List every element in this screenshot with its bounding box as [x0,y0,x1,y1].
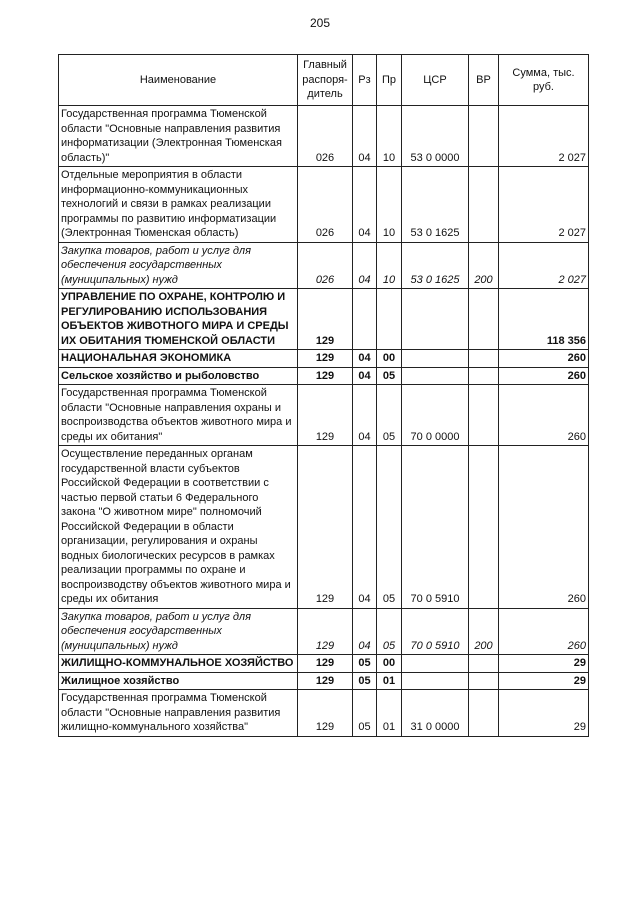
row-vr [469,167,499,243]
row-glavny: 129 [298,350,353,368]
table-row [59,350,589,368]
row-rz: 05 [353,655,377,673]
row-rz: 04 [353,385,377,446]
row-pr: 10 [377,106,402,167]
row-csr: 53 0 1625 [402,167,469,243]
row-pr: 10 [377,167,402,243]
row-name: Государственная программа Тюменской области "Основные направления развития жилищно-коммунального хозяйства" [59,690,298,737]
table-row [59,289,589,350]
row-rz: 04 [353,106,377,167]
row-pr: 01 [377,672,402,690]
table-row [59,242,589,289]
row-csr: 53 0 0000 [402,106,469,167]
row-vr [469,672,499,690]
row-sum: 29 [499,672,589,690]
table-row [59,385,589,446]
row-sum: 260 [499,350,589,368]
row-rz: 05 [353,672,377,690]
row-csr [402,655,469,673]
table-row [59,167,589,243]
row-csr [402,350,469,368]
header-rz: Рз [353,55,377,106]
row-vr [469,289,499,350]
row-pr: 05 [377,446,402,609]
row-vr [469,446,499,609]
row-vr [469,655,499,673]
row-glavny: 129 [298,655,353,673]
row-glavny: 026 [298,167,353,243]
row-sum: 2 027 [499,106,589,167]
row-vr [469,367,499,385]
row-glavny: 129 [298,289,353,350]
row-glavny: 026 [298,242,353,289]
row-rz: 04 [353,608,377,655]
table-row [59,446,589,609]
row-vr [469,350,499,368]
row-glavny: 129 [298,446,353,609]
row-name: Отдельные мероприятия в области информационно-коммуникационных технологий и связи в рамках реализации программы по развитию информатизации (Электронная Тюменская область) [59,167,298,243]
row-csr: 70 0 5910 [402,608,469,655]
row-sum: 29 [499,690,589,737]
row-csr: 70 0 5910 [402,446,469,609]
row-glavny: 129 [298,672,353,690]
row-csr: 70 0 0000 [402,385,469,446]
row-pr: 05 [377,367,402,385]
row-glavny: 129 [298,608,353,655]
row-pr: 00 [377,350,402,368]
row-name: Сельское хозяйство и рыболовство [59,367,298,385]
row-name: Закупка товаров, работ и услуг для обеспечения государственных (муниципальных) нужд [59,608,298,655]
row-csr: 31 0 0000 [402,690,469,737]
row-pr: 05 [377,608,402,655]
header-csr: ЦСР [402,55,469,106]
row-csr: 53 0 1625 [402,242,469,289]
row-name: НАЦИОНАЛЬНАЯ ЭКОНОМИКА [59,350,298,368]
row-rz: 04 [353,242,377,289]
row-name: УПРАВЛЕНИЕ ПО ОХРАНЕ, КОНТРОЛЮ И РЕГУЛИРОВАНИЮ ИСПОЛЬЗОВАНИЯ ОБЪЕКТОВ ЖИВОТНОГО МИРА И СРЕДЫ ИХ ОБИТАНИЯ ТЮМЕНСКОЙ ОБЛАСТИ [59,289,298,350]
row-sum: 2 027 [499,167,589,243]
row-rz: 04 [353,446,377,609]
table-row [59,690,589,737]
row-name: Государственная программа Тюменской области "Основные направления развития информатизации (Электронная Тюменская область)" [59,106,298,167]
row-pr: 00 [377,655,402,673]
row-vr: 200 [469,242,499,289]
row-csr [402,672,469,690]
row-vr [469,385,499,446]
table-row [59,367,589,385]
header-sum: Сумма, тыс. руб. [499,55,589,106]
row-csr [402,367,469,385]
row-sum: 29 [499,655,589,673]
row-name: Осуществление переданных органам государственной власти субъектов Российской Федерации в соответствии с частью первой статьи 6 Федерального закона "О животном мире" полномочий Российской Федерации в области организации, регулирования и охраны водных биологических ресурсов в рамках реализации программы по охране и воспроизводству объектов животного мира и среды их обитания [59,446,298,609]
row-glavny: 129 [298,690,353,737]
row-pr [377,289,402,350]
table-row [59,608,589,655]
row-sum: 260 [499,446,589,609]
header-name: Наименование [59,55,298,106]
header-row [59,55,589,106]
page-number: 205 [309,16,331,30]
row-rz: 04 [353,367,377,385]
row-vr [469,690,499,737]
header-pr: Пр [377,55,402,106]
row-rz: 04 [353,350,377,368]
row-pr: 10 [377,242,402,289]
row-name: Государственная программа Тюменской области "Основные направления охраны и воспроизводства объектов животного мира и среды их обитания" [59,385,298,446]
row-rz [353,289,377,350]
row-csr [402,289,469,350]
row-name: ЖИЛИЩНО-КОММУНАЛЬНОЕ ХОЗЯЙСТВО [59,655,298,673]
table-row [59,655,589,673]
header-vr: ВР [469,55,499,106]
row-glavny: 129 [298,385,353,446]
row-glavny: 026 [298,106,353,167]
row-sum: 118 356 [499,289,589,350]
table-row [59,106,589,167]
row-sum: 260 [499,385,589,446]
row-rz: 04 [353,167,377,243]
budget-table [58,54,589,737]
table-row [59,672,589,690]
row-glavny: 129 [298,367,353,385]
row-sum: 260 [499,608,589,655]
header-glavny: Главный распоря-дитель [298,55,353,106]
row-name: Жилищное хозяйство [59,672,298,690]
row-pr: 01 [377,690,402,737]
row-vr [469,106,499,167]
row-rz: 05 [353,690,377,737]
row-name: Закупка товаров, работ и услуг для обеспечения государственных (муниципальных) нужд [59,242,298,289]
row-sum: 260 [499,367,589,385]
row-vr: 200 [469,608,499,655]
row-pr: 05 [377,385,402,446]
row-sum: 2 027 [499,242,589,289]
